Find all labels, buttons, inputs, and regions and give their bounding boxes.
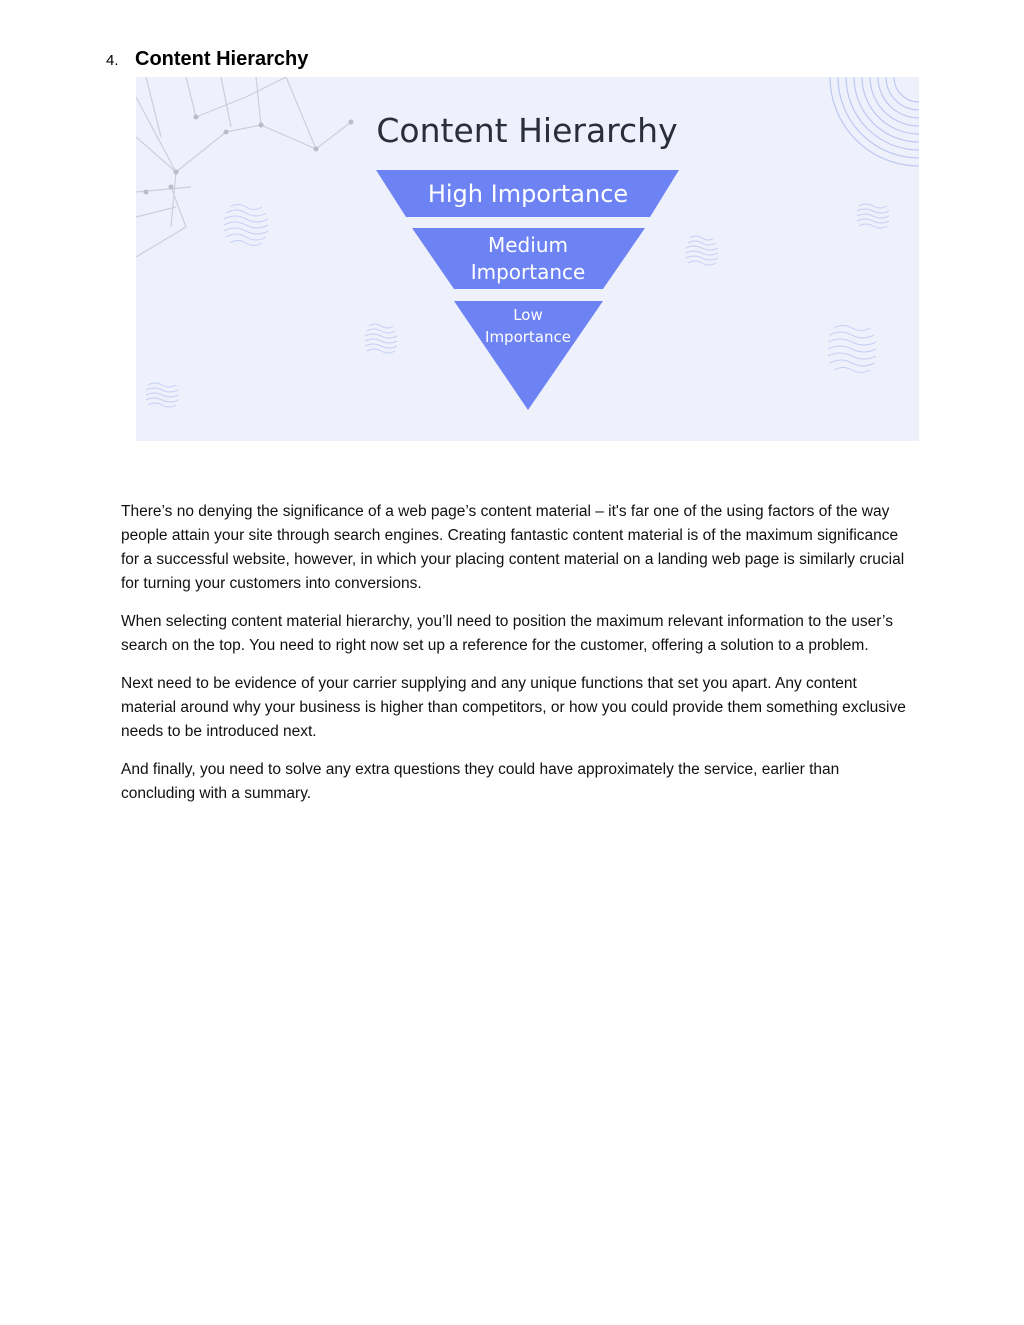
tier-high-label: High Importance [427, 180, 629, 208]
diagram-title: Content Hierarchy [376, 111, 678, 150]
paragraph: Next need to be evidence of your carrier supplying and any unique functions that set you apart. Any content material around why your business is higher than competitors, or how you could provide them something exclusive needs to be introduced next. [121, 675, 906, 740]
content-hierarchy-figure [136, 77, 919, 441]
tier-low-label-line2: Importance [485, 328, 571, 346]
tier-low-label-line1: Low [513, 306, 543, 324]
hierarchy-diagram [136, 77, 919, 441]
tier-medium-label-line1: Medium [488, 233, 568, 257]
section-title: Content Hierarchy [135, 48, 309, 70]
article-body [121, 500, 911, 820]
paragraph: And finally, you need to solve any extra questions they could have approximately the service, earlier than concluding with a summary. [121, 761, 840, 802]
section-heading [106, 48, 308, 71]
paragraph: When selecting content material hierarchy, you’ll need to position the maximum relevant information to the user’s search on the top. You need to right now set up a reference for the customer, offering a solution to a problem. [121, 613, 893, 654]
section-number: 4. [106, 52, 119, 69]
tier-medium-label-line2: Importance [470, 260, 586, 284]
paragraph: There’s no denying the significance of a web page’s content material – it's far one of the using factors of the way people attain your site through search engines. Creating fantastic content material is of the maximum significance for a successful website, however, in which your placing content material on a landing web page is similarly crucial for turning your customers into conversions. [121, 503, 905, 592]
concentric-rings-decoration [830, 77, 919, 166]
